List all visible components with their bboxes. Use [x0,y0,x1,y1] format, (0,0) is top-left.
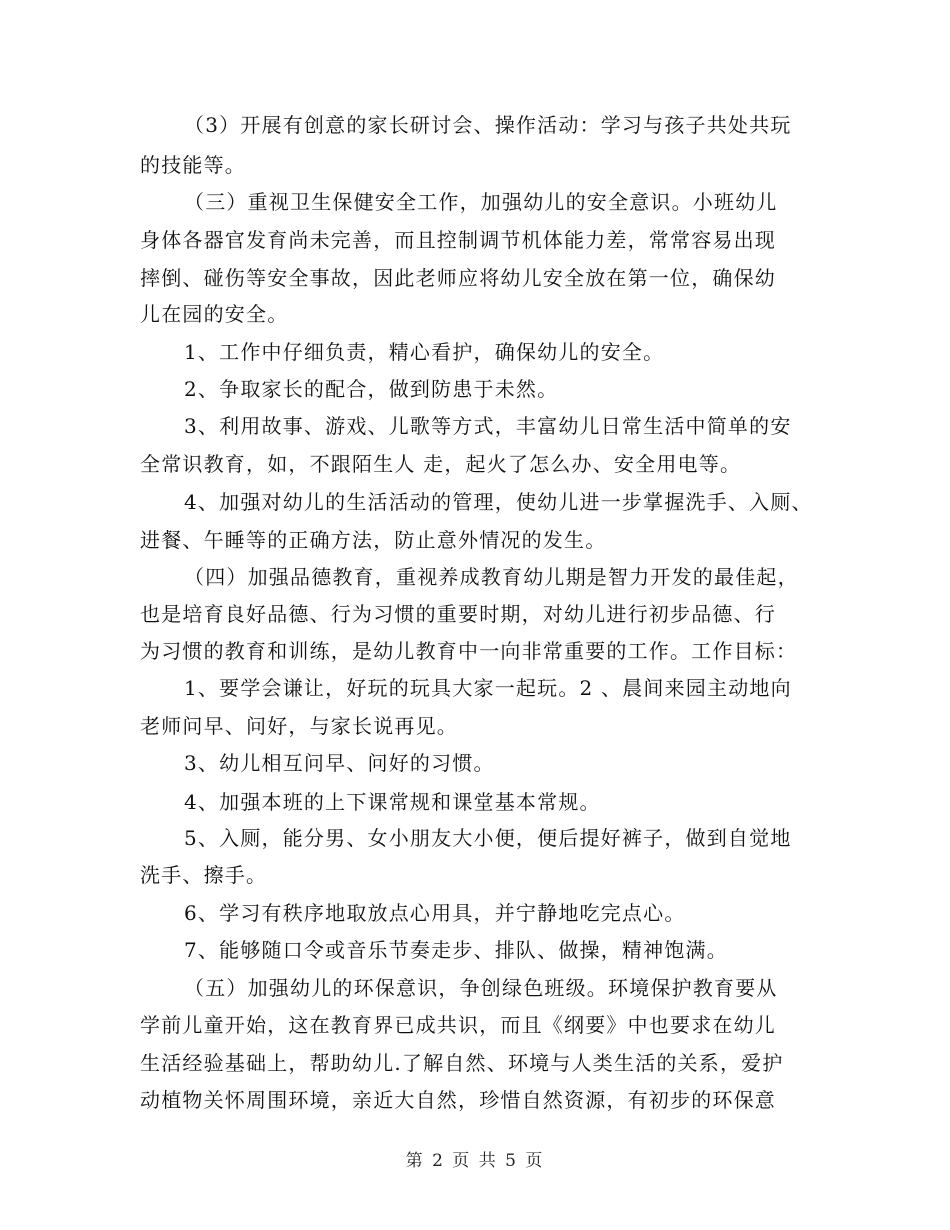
text-line: 1、工作中仔细负责，精心看护，确保幼儿的安全。 [184,340,665,364]
page-number-footer: 第 2 页 共 5 页 [405,1151,545,1171]
text-line: 5、入厕，能分男、女小朋友大小便，便后提好裤子，做到自觉地 [184,826,792,850]
text-line: 6、学习有秩序地取放点心用具，并宁静地吃完点心。 [184,901,686,925]
text-line: （3）开展有创意的家长研讨会、操作活动：学习与孩子共处共玩 [184,113,792,137]
text-line: 7、能够随口令或音乐节奏走步、排队、做操，精神饱满。 [184,938,728,962]
text-line: 1、要学会谦让，好玩的玩具大家一起玩。2 、晨间来园主动地向 [184,676,792,700]
text-line: 身体各器官发育尚未完善，而且控制调节机体能力差，常常容易出现 [140,228,776,252]
text-line: （三）重视卫生保健安全工作，加强幼儿的安全意识。小班幼儿 [184,190,778,214]
text-line: 儿在园的安全。 [140,302,289,326]
text-line: 4、加强本班的上下课常规和课堂基本常规。 [184,790,601,814]
text-line: 老师问早、问好，与家长说再见。 [140,714,458,738]
text-line: 4、加强对幼儿的生活活动的管理，使幼儿进一步掌握洗手、入厕、 [184,490,813,514]
text-line: 学前儿童开始，这在教育界已成共识，而且《纲要》中也要求在幼儿 [140,1013,776,1037]
text-line: 3、幼儿相互问早、问好的习惯。 [184,751,495,775]
text-line: （五）加强幼儿的环保意识，争创绿色班级。环境保护教育要从 [184,976,778,1000]
text-line: 进餐、午睡等的正确方法，防止意外情况的发生。 [140,528,607,552]
text-line: 为习惯的教育和训练，是幼儿教育中一向非常重要的工作。工作目标： [140,639,798,663]
text-line: 生活经验基础上，帮助幼儿.了解自然、环境与人类生活的关系，爱护 [140,1051,784,1075]
text-line: 动植物关怀周围环境，亲近大自然，珍惜自然资源，有初步的环保意 [140,1088,776,1112]
text-line: 的技能等。 [140,153,246,177]
text-line: 2、争取家长的配合，做到防患于未然。 [184,377,559,401]
text-line: 全常识教育，如，不跟陌生人 走，起火了怎么办、安全用电等。 [140,452,742,476]
text-line: 摔倒、碰伤等安全事故，因此老师应将幼儿安全放在第一位，确保幼 [140,266,776,290]
text-line: 也是培育良好品德、行为习惯的重要时期，对幼儿进行初步品德、行 [140,602,776,626]
text-line: 3、利用故事、游戏、儿歌等方式，丰富幼儿日常生活中简单的安 [184,414,792,438]
text-line: 洗手、擦手。 [140,863,268,887]
text-line: （四）加强品德教育，重视养成教育幼儿期是智力开发的最佳起， [184,565,799,589]
